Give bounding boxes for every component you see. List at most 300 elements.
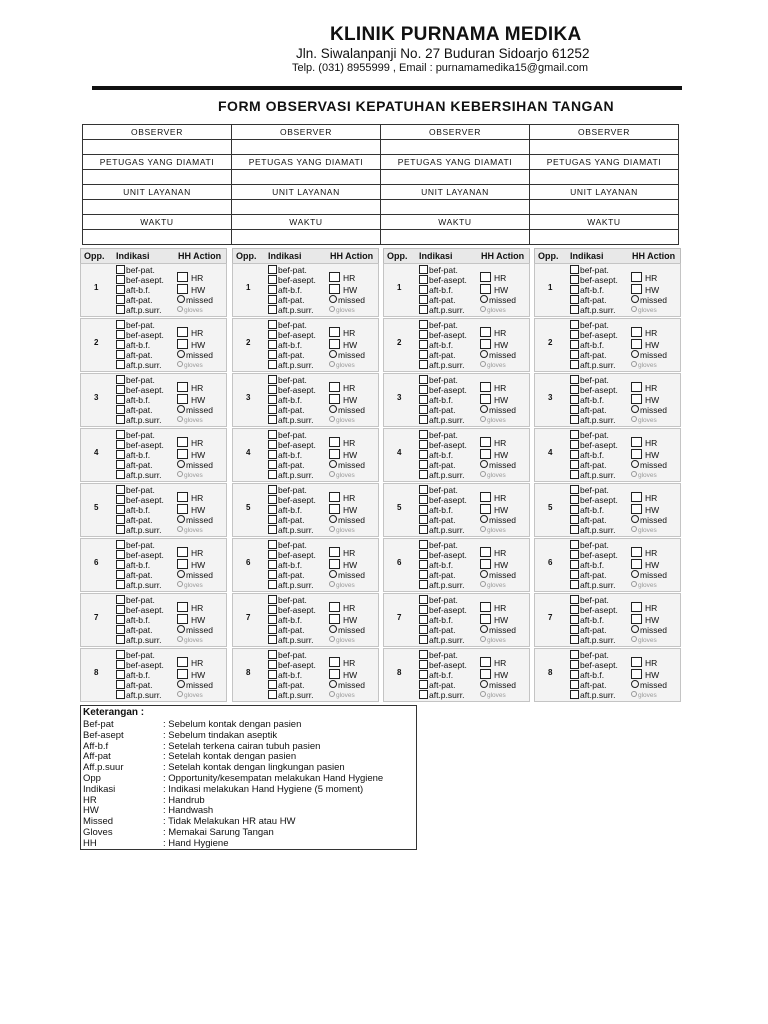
indication-checkbox[interactable] [419,285,428,294]
action-option-hw[interactable] [177,284,213,296]
action-radio-gloves[interactable] [177,471,183,477]
action-radio-missed[interactable] [631,570,639,578]
action-option-gloves[interactable] [480,691,516,702]
action-option-gloves[interactable] [329,581,365,592]
action-checkbox-hw[interactable] [329,284,340,294]
indication-option[interactable] [116,605,164,615]
indication-option[interactable] [268,515,316,525]
indication-option[interactable] [268,305,316,315]
indication-checkbox[interactable] [268,320,277,329]
action-radio-gloves[interactable] [631,691,637,697]
indication-option[interactable] [419,515,467,525]
indication-checkbox[interactable] [116,395,125,404]
action-option-hw[interactable] [177,559,213,571]
action-checkbox-hw[interactable] [329,449,340,459]
action-option-missed[interactable] [480,405,516,416]
indication-option[interactable] [419,265,467,275]
indication-option[interactable] [419,670,467,680]
indication-option[interactable] [419,275,467,285]
action-option-hr[interactable] [177,382,213,394]
action-checkbox-hw[interactable] [631,559,642,569]
action-option-hw[interactable] [631,669,667,681]
indication-checkbox[interactable] [268,495,277,504]
action-checkbox-hw[interactable] [480,339,491,349]
indication-option[interactable] [116,275,164,285]
indication-option[interactable] [268,450,316,460]
indication-checkbox[interactable] [116,635,125,644]
action-option-hw[interactable] [177,394,213,406]
indication-option[interactable] [419,305,467,315]
indication-checkbox[interactable] [268,295,277,304]
indication-option[interactable] [570,285,618,295]
action-radio-missed[interactable] [177,405,185,413]
action-checkbox-hw[interactable] [177,669,188,679]
indication-checkbox[interactable] [570,515,579,524]
action-radio-missed[interactable] [631,295,639,303]
action-option-gloves[interactable] [480,416,516,427]
indication-option[interactable] [116,405,164,415]
indication-checkbox[interactable] [116,515,125,524]
indication-checkbox[interactable] [268,340,277,349]
indication-option[interactable] [268,485,316,495]
action-checkbox-hr[interactable] [329,437,340,447]
indication-checkbox[interactable] [419,580,428,589]
action-checkbox-hr[interactable] [177,327,188,337]
indication-option[interactable] [116,560,164,570]
action-option-hr[interactable] [329,437,365,449]
indication-checkbox[interactable] [570,460,579,469]
action-option-hr[interactable] [329,657,365,669]
indication-option[interactable] [570,485,618,495]
indication-checkbox[interactable] [570,650,579,659]
action-radio-gloves[interactable] [177,691,183,697]
indication-checkbox[interactable] [268,440,277,449]
indication-checkbox[interactable] [116,525,125,534]
indication-option[interactable] [268,625,316,635]
indication-checkbox[interactable] [419,275,428,284]
action-checkbox-hr[interactable] [631,437,642,447]
indication-checkbox[interactable] [570,505,579,514]
indication-option[interactable] [419,350,467,360]
action-option-gloves[interactable] [480,361,516,372]
action-option-hw[interactable] [177,669,213,681]
indication-checkbox[interactable] [268,570,277,579]
indication-checkbox[interactable] [570,265,579,274]
action-option-hw[interactable] [480,339,516,351]
indication-option[interactable] [116,635,164,645]
action-radio-gloves[interactable] [480,416,486,422]
indication-option[interactable] [570,560,618,570]
indication-checkbox[interactable] [116,285,125,294]
indication-option[interactable] [116,450,164,460]
indication-checkbox[interactable] [419,450,428,459]
indication-option[interactable] [570,660,618,670]
indication-option[interactable] [116,395,164,405]
action-checkbox-hw[interactable] [480,449,491,459]
action-option-missed[interactable] [631,680,667,691]
indication-option[interactable] [116,415,164,425]
indication-checkbox[interactable] [570,275,579,284]
indication-option[interactable] [268,525,316,535]
indication-checkbox[interactable] [268,485,277,494]
action-checkbox-hw[interactable] [480,284,491,294]
indication-option[interactable] [268,415,316,425]
indication-option[interactable] [268,505,316,515]
indication-option[interactable] [116,320,164,330]
info-entry-cell[interactable] [232,170,381,185]
indication-option[interactable] [268,460,316,470]
indication-checkbox[interactable] [419,625,428,634]
indication-option[interactable] [268,350,316,360]
action-option-missed[interactable] [329,680,365,691]
indication-option[interactable] [419,430,467,440]
indication-checkbox[interactable] [116,415,125,424]
indication-option[interactable] [570,265,618,275]
action-option-missed[interactable] [631,295,667,306]
action-checkbox-hr[interactable] [177,602,188,612]
indication-checkbox[interactable] [116,540,125,549]
action-option-gloves[interactable] [177,526,213,537]
indication-option[interactable] [116,470,164,480]
indication-checkbox[interactable] [116,350,125,359]
action-radio-missed[interactable] [177,295,185,303]
indication-checkbox[interactable] [268,405,277,414]
indication-option[interactable] [419,385,467,395]
action-radio-gloves[interactable] [177,416,183,422]
indication-checkbox[interactable] [116,405,125,414]
action-checkbox-hr[interactable] [480,272,491,282]
action-checkbox-hr[interactable] [177,547,188,557]
action-option-missed[interactable] [329,295,365,306]
indication-checkbox[interactable] [419,605,428,614]
indication-option[interactable] [570,690,618,700]
indication-option[interactable] [268,330,316,340]
indication-checkbox[interactable] [268,680,277,689]
indication-checkbox[interactable] [268,670,277,679]
action-option-missed[interactable] [631,350,667,361]
indication-option[interactable] [570,670,618,680]
action-option-hr[interactable] [480,382,516,394]
action-option-hr[interactable] [329,547,365,559]
action-radio-gloves[interactable] [177,526,183,532]
indication-option[interactable] [570,305,618,315]
action-option-hw[interactable] [329,394,365,406]
indication-option[interactable] [268,470,316,480]
indication-option[interactable] [419,415,467,425]
indication-option[interactable] [419,615,467,625]
action-option-gloves[interactable] [329,306,365,317]
action-option-hr[interactable] [329,382,365,394]
action-option-gloves[interactable] [329,636,365,647]
action-checkbox-hw[interactable] [631,394,642,404]
action-option-gloves[interactable] [631,471,667,482]
indication-option[interactable] [268,285,316,295]
action-checkbox-hr[interactable] [480,657,491,667]
indication-checkbox[interactable] [419,595,428,604]
action-option-hr[interactable] [177,602,213,614]
action-radio-gloves[interactable] [177,581,183,587]
action-checkbox-hw[interactable] [631,449,642,459]
indication-checkbox[interactable] [268,275,277,284]
action-radio-missed[interactable] [631,625,639,633]
indication-option[interactable] [570,275,618,285]
indication-option[interactable] [268,295,316,305]
indication-checkbox[interactable] [116,680,125,689]
action-radio-gloves[interactable] [329,306,335,312]
indication-option[interactable] [419,560,467,570]
indication-checkbox[interactable] [268,690,277,699]
action-option-missed[interactable] [480,515,516,526]
indication-option[interactable] [419,605,467,615]
action-option-hw[interactable] [177,449,213,461]
indication-option[interactable] [268,320,316,330]
action-option-hw[interactable] [631,614,667,626]
indication-checkbox[interactable] [268,350,277,359]
indication-option[interactable] [570,415,618,425]
indication-checkbox[interactable] [419,560,428,569]
indication-checkbox[interactable] [419,470,428,479]
action-checkbox-hr[interactable] [177,657,188,667]
action-option-missed[interactable] [329,405,365,416]
indication-option[interactable] [570,295,618,305]
action-radio-gloves[interactable] [631,636,637,642]
indication-option[interactable] [116,460,164,470]
indication-checkbox[interactable] [116,495,125,504]
action-checkbox-hw[interactable] [329,614,340,624]
indication-option[interactable] [116,660,164,670]
action-option-gloves[interactable] [177,471,213,482]
action-option-hw[interactable] [631,339,667,351]
action-radio-missed[interactable] [329,350,337,358]
indication-option[interactable] [570,525,618,535]
action-option-hw[interactable] [480,614,516,626]
indication-checkbox[interactable] [570,680,579,689]
action-checkbox-hr[interactable] [177,272,188,282]
indication-checkbox[interactable] [268,385,277,394]
indication-checkbox[interactable] [570,320,579,329]
action-radio-missed[interactable] [480,295,488,303]
action-checkbox-hw[interactable] [177,394,188,404]
indication-checkbox[interactable] [116,505,125,514]
indication-option[interactable] [116,295,164,305]
indication-checkbox[interactable] [116,650,125,659]
action-option-gloves[interactable] [631,416,667,427]
indication-checkbox[interactable] [116,275,125,284]
action-radio-missed[interactable] [480,515,488,523]
action-checkbox-hw[interactable] [329,504,340,514]
action-option-missed[interactable] [480,625,516,636]
indication-checkbox[interactable] [419,265,428,274]
indication-checkbox[interactable] [570,330,579,339]
indication-checkbox[interactable] [268,460,277,469]
indication-checkbox[interactable] [268,605,277,614]
info-entry-cell[interactable] [232,140,381,155]
indication-checkbox[interactable] [268,650,277,659]
info-entry-cell[interactable] [530,200,679,215]
indication-checkbox[interactable] [570,560,579,569]
action-radio-missed[interactable] [329,405,337,413]
indication-checkbox[interactable] [268,515,277,524]
action-radio-gloves[interactable] [329,526,335,532]
indication-checkbox[interactable] [419,405,428,414]
indication-checkbox[interactable] [419,495,428,504]
indication-option[interactable] [116,670,164,680]
indication-checkbox[interactable] [419,515,428,524]
indication-checkbox[interactable] [116,450,125,459]
indication-option[interactable] [268,605,316,615]
action-option-missed[interactable] [480,295,516,306]
action-checkbox-hw[interactable] [631,504,642,514]
action-checkbox-hw[interactable] [177,559,188,569]
action-option-hr[interactable] [480,327,516,339]
indication-option[interactable] [570,680,618,690]
indication-checkbox[interactable] [419,505,428,514]
info-entry-cell[interactable] [83,200,232,215]
indication-checkbox[interactable] [419,350,428,359]
indication-checkbox[interactable] [570,660,579,669]
indication-option[interactable] [570,615,618,625]
action-option-hr[interactable] [329,492,365,504]
action-checkbox-hr[interactable] [177,492,188,502]
indication-option[interactable] [116,615,164,625]
indication-option[interactable] [570,460,618,470]
indication-option[interactable] [570,580,618,590]
action-checkbox-hr[interactable] [480,327,491,337]
action-option-gloves[interactable] [480,581,516,592]
action-option-hw[interactable] [177,504,213,516]
indication-checkbox[interactable] [116,305,125,314]
info-entry-cell[interactable] [381,140,530,155]
indication-checkbox[interactable] [570,295,579,304]
action-option-gloves[interactable] [329,416,365,427]
action-option-hw[interactable] [329,669,365,681]
action-option-hr[interactable] [480,657,516,669]
indication-option[interactable] [570,505,618,515]
action-option-gloves[interactable] [480,526,516,537]
action-radio-missed[interactable] [329,295,337,303]
action-option-hr[interactable] [329,272,365,284]
action-option-hw[interactable] [480,504,516,516]
indication-option[interactable] [570,330,618,340]
indication-option[interactable] [268,635,316,645]
indication-checkbox[interactable] [268,430,277,439]
info-entry-cell[interactable] [232,200,381,215]
action-option-gloves[interactable] [631,636,667,647]
indication-checkbox[interactable] [268,265,277,274]
indication-option[interactable] [419,360,467,370]
indication-checkbox[interactable] [116,295,125,304]
action-option-missed[interactable] [631,570,667,581]
action-radio-gloves[interactable] [480,361,486,367]
action-radio-gloves[interactable] [480,526,486,532]
indication-option[interactable] [268,690,316,700]
indication-option[interactable] [116,690,164,700]
action-checkbox-hr[interactable] [480,492,491,502]
indication-checkbox[interactable] [419,320,428,329]
action-radio-gloves[interactable] [480,691,486,697]
indication-option[interactable] [268,395,316,405]
indication-checkbox[interactable] [570,395,579,404]
indication-checkbox[interactable] [268,615,277,624]
indication-option[interactable] [419,395,467,405]
action-option-missed[interactable] [177,680,213,691]
action-radio-gloves[interactable] [329,416,335,422]
action-option-hw[interactable] [480,284,516,296]
indication-option[interactable] [570,515,618,525]
indication-option[interactable] [570,450,618,460]
indication-option[interactable] [116,340,164,350]
action-option-hr[interactable] [631,657,667,669]
indication-checkbox[interactable] [570,430,579,439]
indication-option[interactable] [116,385,164,395]
indication-checkbox[interactable] [268,415,277,424]
indication-option[interactable] [268,660,316,670]
action-option-hr[interactable] [631,327,667,339]
action-checkbox-hr[interactable] [480,382,491,392]
action-option-missed[interactable] [329,515,365,526]
indication-checkbox[interactable] [419,460,428,469]
indication-option[interactable] [268,570,316,580]
indication-checkbox[interactable] [268,330,277,339]
indication-checkbox[interactable] [570,305,579,314]
indication-checkbox[interactable] [116,470,125,479]
indication-option[interactable] [570,360,618,370]
indication-checkbox[interactable] [116,560,125,569]
indication-checkbox[interactable] [116,460,125,469]
action-checkbox-hw[interactable] [480,504,491,514]
action-radio-missed[interactable] [480,570,488,578]
indication-option[interactable] [116,375,164,385]
action-option-gloves[interactable] [177,691,213,702]
action-checkbox-hr[interactable] [329,272,340,282]
info-entry-cell[interactable] [381,170,530,185]
indication-checkbox[interactable] [116,360,125,369]
action-radio-gloves[interactable] [480,581,486,587]
action-radio-missed[interactable] [177,460,185,468]
info-entry-cell[interactable] [530,230,679,245]
action-option-hw[interactable] [631,504,667,516]
action-option-hr[interactable] [631,272,667,284]
indication-checkbox[interactable] [116,320,125,329]
action-option-gloves[interactable] [329,471,365,482]
action-option-hw[interactable] [177,614,213,626]
action-option-missed[interactable] [177,515,213,526]
indication-option[interactable] [116,440,164,450]
indication-checkbox[interactable] [116,570,125,579]
action-radio-missed[interactable] [329,515,337,523]
indication-option[interactable] [268,430,316,440]
indication-checkbox[interactable] [116,440,125,449]
action-option-hr[interactable] [480,492,516,504]
action-option-hr[interactable] [631,547,667,559]
indication-option[interactable] [116,680,164,690]
indication-checkbox[interactable] [116,615,125,624]
indication-option[interactable] [116,285,164,295]
indication-option[interactable] [268,650,316,660]
action-checkbox-hr[interactable] [631,492,642,502]
indication-option[interactable] [570,340,618,350]
action-checkbox-hr[interactable] [329,657,340,667]
action-checkbox-hw[interactable] [480,559,491,569]
indication-checkbox[interactable] [268,560,277,569]
action-radio-gloves[interactable] [631,361,637,367]
action-radio-missed[interactable] [480,405,488,413]
action-radio-gloves[interactable] [329,636,335,642]
indication-option[interactable] [268,550,316,560]
action-checkbox-hr[interactable] [480,547,491,557]
indication-option[interactable] [419,525,467,535]
action-option-hr[interactable] [329,327,365,339]
